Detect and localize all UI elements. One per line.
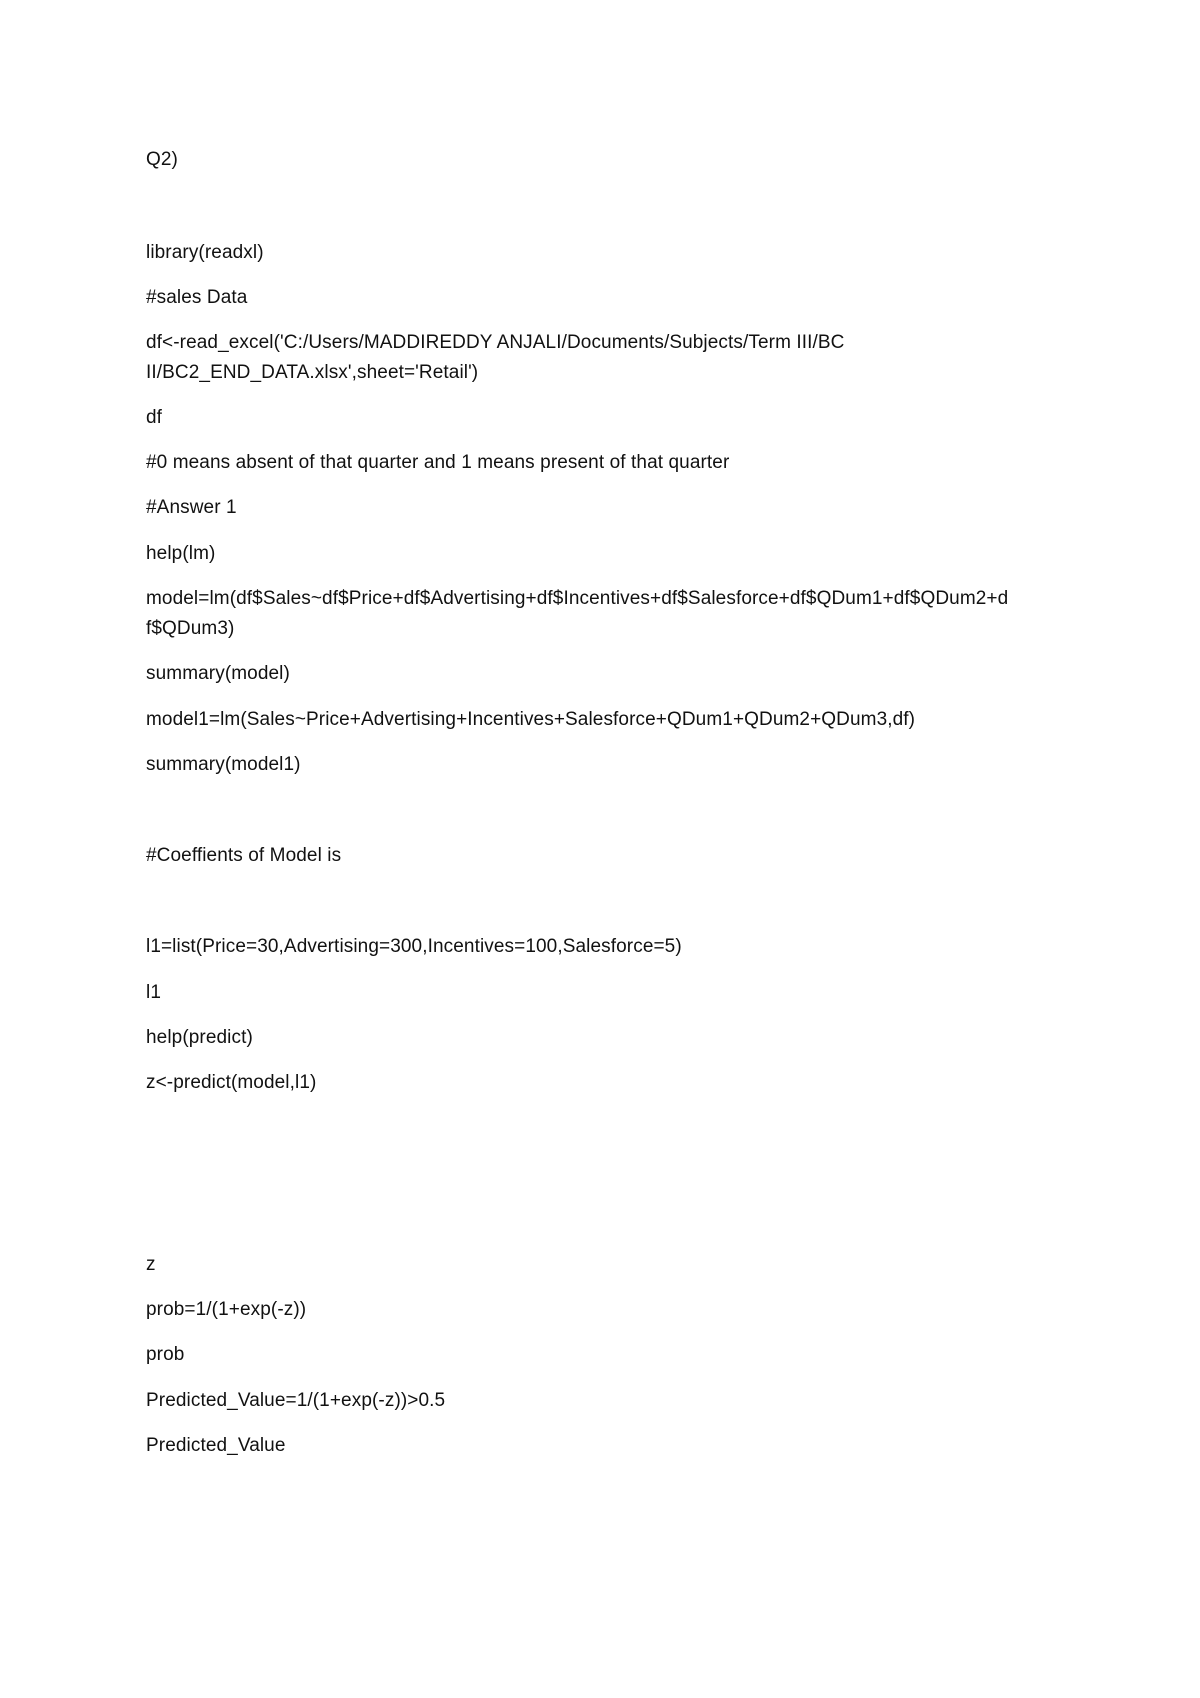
code-line: prob=1/(1+exp(-z)) xyxy=(146,1299,307,1320)
code-line: help(lm) xyxy=(146,543,216,564)
code-line: Predicted_Value xyxy=(146,1435,286,1456)
code-line: l1=list(Price=30,Advertising=300,Incentives=100,Salesforce=5) xyxy=(146,936,682,957)
code-comment: #sales Data xyxy=(146,287,248,308)
code-line: z<-predict(model,l1) xyxy=(146,1072,317,1093)
code-line: library(readxl) xyxy=(146,242,264,263)
code-line: model=lm(df$Sales~df$Price+df$Advertising+df$Incentives+df$Salesforce+df$QDum1+df$QDum2+d xyxy=(146,588,1009,609)
code-line: model1=lm(Sales~Price+Advertising+Incentives+Salesforce+QDum1+QDum2+QDum3,df) xyxy=(146,709,916,730)
code-line: f$QDum3) xyxy=(146,618,235,639)
code-line: df<-read_excel('C:/Users/MADDIREDDY ANJALI/Documents/Subjects/Term III/BC xyxy=(146,332,845,353)
code-line: z xyxy=(146,1254,156,1275)
code-comment: #Answer 1 xyxy=(146,497,237,518)
code-comment: #Coeffients of Model is xyxy=(146,845,342,866)
code-line: Predicted_Value=1/(1+exp(-z))>0.5 xyxy=(146,1390,446,1411)
code-line: prob xyxy=(146,1344,185,1365)
code-line: help(predict) xyxy=(146,1027,253,1048)
question-heading: Q2) xyxy=(146,149,178,170)
code-line: df xyxy=(146,407,163,428)
code-line: l1 xyxy=(146,982,161,1003)
code-line: II/BC2_END_DATA.xlsx',sheet='Retail') xyxy=(146,362,479,383)
code-line: summary(model1) xyxy=(146,754,301,775)
code-comment: #0 means absent of that quarter and 1 means present of that quarter xyxy=(146,452,730,473)
code-line: summary(model) xyxy=(146,663,290,684)
